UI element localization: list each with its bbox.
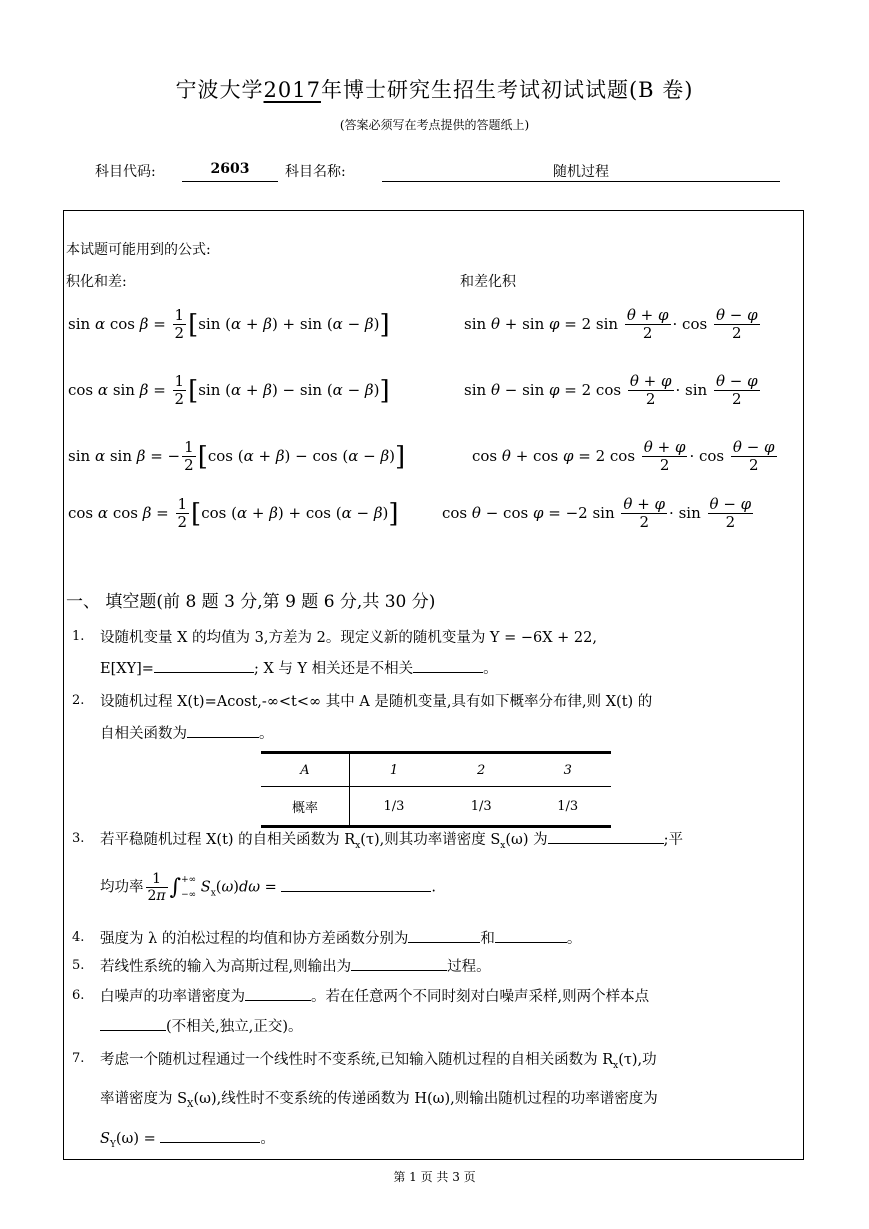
code-label: 科目代码:	[95, 164, 156, 180]
question-7-line-2: 率谱密度为 $S_X(\omega)$,线性时不变系统的传递函数为 H(ω),则输出随机过程的功率谱密度为	[100, 1091, 658, 1110]
question-2-number: 2.	[72, 693, 85, 708]
subject-row	[95, 161, 785, 183]
answer-blank[interactable]	[548, 829, 664, 844]
answer-blank[interactable]	[408, 928, 480, 943]
question-7-line-3: $S_Y(\omega)$ = 。	[100, 1127, 275, 1150]
formula-sin-plus-sin: sin θ + sin φ = 2 sin $\frac{\theta + \varphi}{2}$ · cos $\frac{\theta - \varphi}{2}$	[464, 306, 758, 343]
question-6-line-1: 白噪声的功率谱密度为 。若在任意两个不同时刻对白噪声采样,则两个样本点	[100, 985, 649, 1006]
question-1-number: 1.	[72, 629, 85, 644]
question-4-number: 4.	[72, 930, 85, 945]
title-suffix: 年博士研究生招生考试初试试题(B 卷)	[320, 78, 694, 102]
question-3-line-2: 均功率 $\frac{1}{2\pi}$ ∫+∞ −∞ $S_x(\omega)d\omega$ = .	[100, 871, 437, 905]
question-2-line-1: 设随机过程 X(t)=Acost,-∞<t<∞ 其中 A 是随机变量,具有如下概率分布律,则 X(t) 的	[100, 694, 653, 710]
answer-blank[interactable]	[187, 723, 259, 738]
formula-sin-cos: sin α cos β = $\frac{1}{2}$ [sin (α + β) + sin (α − β)]	[68, 306, 390, 343]
probability-table	[261, 751, 611, 828]
left-formula-heading: 积化和差:	[66, 274, 127, 290]
formula-sin-sin: sin α sin β = − $\frac{1}{2}$ [cos (α + β) − cos (α − β)]	[68, 438, 406, 475]
code-value: 2603	[182, 161, 278, 182]
formula-cos-cos: cos α cos β = $\frac{1}{2}$ [cos (α + β) + cos (α − β)]	[68, 495, 399, 532]
question-7-line-1: 考虑一个随机过程通过一个线性时不变系统,已知输入随机过程的自相关函数为 $R_x(\tau)$,功	[100, 1052, 657, 1071]
title-year: 2017	[263, 78, 321, 102]
answer-blank[interactable]	[351, 956, 447, 971]
question-1-line-2: E[XY]= ; X 与 Y 相关还是不相关 。	[100, 657, 498, 678]
question-3-line-1: 若平稳随机过程 X(t) 的自相关函数为 $R_x(\tau)$,则其功率谱密度 $S_x(\omega)$ 为 ;平	[100, 828, 683, 851]
question-3-number: 3.	[72, 831, 85, 846]
table-row: A 1 2 3	[261, 753, 611, 787]
answer-blank[interactable]	[413, 658, 483, 673]
exam-subtitle: (答案必须写在考点提供的答题纸上)	[339, 118, 530, 132]
formula-cos-minus-cos: cos θ − cos φ = −2 sin $\frac{\theta + \varphi}{2}$ · sin $\frac{\theta - \varphi}{2}$	[442, 495, 752, 532]
answer-blank[interactable]	[100, 1016, 166, 1031]
title-prefix: 宁波大学	[175, 78, 264, 102]
answer-blank[interactable]	[281, 877, 431, 892]
question-7-number: 7.	[72, 1051, 85, 1066]
formula-sin-minus-sin: sin θ − sin φ = 2 cos $\frac{\theta + \varphi}{2}$ · sin $\frac{\theta - \varphi}{2}$	[464, 372, 758, 409]
question-5-line-1: 若线性系统的输入为高斯过程,则输出为 过程。	[100, 955, 491, 976]
exam-title	[0, 74, 869, 104]
name-label: 科目名称:	[285, 164, 346, 180]
question-6-line-2: (不相关,独立,正交)。	[100, 1015, 303, 1036]
name-value: 随机过程	[382, 161, 780, 182]
question-5-number: 5.	[72, 958, 85, 973]
question-6-number: 6.	[72, 988, 85, 1003]
answer-blank[interactable]	[154, 658, 254, 673]
answer-blank[interactable]	[495, 928, 567, 943]
formula-cos-plus-cos: cos θ + cos φ = 2 cos $\frac{\theta + \varphi}{2}$ · cos $\frac{\theta - \varphi}{2}$	[472, 438, 775, 475]
formula-cos-sin: cos α sin β = $\frac{1}{2}$ [sin (α + β) − sin (α − β)]	[68, 372, 390, 409]
formula-intro: 本试题可能用到的公式:	[66, 242, 211, 258]
page-footer: 第 1 页 共 3 页	[393, 1170, 476, 1184]
table-row: 概率 1/3 1/3 1/3	[261, 787, 611, 827]
question-2-line-2: 自相关函数为 。	[100, 722, 274, 743]
question-4-line-1: 强度为 λ 的泊松过程的均值和协方差函数分别为 和 。	[100, 927, 581, 948]
right-formula-heading: 和差化积	[460, 274, 516, 290]
answer-blank[interactable]	[245, 986, 311, 1001]
exam-body-frame	[63, 210, 804, 1160]
answer-blank[interactable]	[160, 1128, 260, 1143]
section-1-title: 一、 填空题(前 8 题 3 分,第 9 题 6 分,共 30 分)	[66, 592, 436, 612]
question-1-line-1: 设随机变量 X 的均值为 3,方差为 2。现定义新的随机变量为 Y = −6X + 22,	[100, 630, 597, 646]
